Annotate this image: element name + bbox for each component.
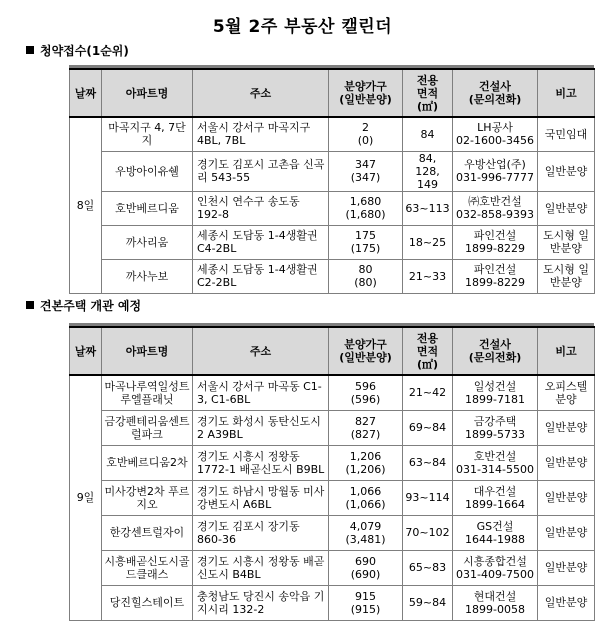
apartment-name-cell: 시흥배곧신도시골드클래스: [102, 550, 193, 585]
header-units: 분양가구 (일반분양): [329, 327, 403, 375]
apartment-name-cell: 까사리움: [102, 225, 193, 259]
builder-cell: 대우건설 1899-1664: [453, 480, 538, 515]
table-row: [70, 117, 595, 151]
header-builder: 건설사 (문의전화): [453, 327, 538, 375]
units-cell: 175 (175): [329, 225, 403, 259]
area-cell: 84: [403, 117, 453, 151]
units-cell: 596 (596): [329, 375, 403, 410]
units-cell: 827 (827): [329, 410, 403, 445]
units-cell: 1,680 (1,680): [329, 191, 403, 225]
apartment-name-cell: 당진힐스테이트: [102, 585, 193, 620]
note-cell: 도시형 일반분양: [538, 259, 595, 293]
units-cell: 915 (915): [329, 585, 403, 620]
note-cell: 일반분양: [538, 550, 595, 585]
address-cell: 경기도 화성시 동탄신도시2 A39BL: [193, 410, 329, 445]
table-row: [70, 259, 595, 293]
table-row: [70, 225, 595, 259]
area-cell: 63~113: [403, 191, 453, 225]
section-title-text: 견본주택 개관 예정: [40, 299, 142, 313]
area-cell: 84, 128, 149: [403, 151, 453, 191]
address-cell: 세종시 도담동 1-4생활권 C4-2BL: [193, 225, 329, 259]
note-cell: 일반분양: [538, 151, 595, 191]
units-cell: 80 (80): [329, 259, 403, 293]
section-title-model-house: [26, 297, 141, 314]
table-header-row: [70, 327, 595, 375]
header-area: 전용 면적 (㎡): [403, 69, 453, 117]
note-cell: 오피스텔 분양: [538, 375, 595, 410]
builder-cell: 호반건설 031-314-5500: [453, 445, 538, 480]
units-cell: 4,079 (3,481): [329, 515, 403, 550]
header-note: 비고: [538, 327, 595, 375]
apartment-name-cell: 우방아이유쉘: [102, 151, 193, 191]
address-cell: 경기도 김포시 고촌읍 신곡리 543-55: [193, 151, 329, 191]
note-cell: 일반분양: [538, 585, 595, 620]
header-address: 주소: [193, 327, 329, 375]
area-cell: 21~42: [403, 375, 453, 410]
header-units: 분양가구 (일반분양): [329, 69, 403, 117]
builder-cell: ㈜호반건설 032-858-9393: [453, 191, 538, 225]
table-row: [70, 191, 595, 225]
table-row: [70, 375, 595, 410]
builder-cell: LH공사 02-1600-3456: [453, 117, 538, 151]
date-cell: 9일: [70, 375, 102, 620]
address-cell: 인천시 연수구 송도동 192-8: [193, 191, 329, 225]
builder-cell: 금강주택 1899-5733: [453, 410, 538, 445]
table-row: [70, 410, 595, 445]
address-cell: 서울시 강서구 마곡지구 4BL, 7BL: [193, 117, 329, 151]
apartment-name-cell: 마곡나루역일성트루엘플래닛: [102, 375, 193, 410]
area-cell: 65~83: [403, 550, 453, 585]
apartment-name-cell: 마곡지구 4, 7단지: [102, 117, 193, 151]
area-cell: 69~84: [403, 410, 453, 445]
area-cell: 59~84: [403, 585, 453, 620]
apartment-name-cell: 미사강변2차 푸르지오: [102, 480, 193, 515]
area-cell: 70~102: [403, 515, 453, 550]
apartment-name-cell: 한강센트럴자이: [102, 515, 193, 550]
builder-cell: 시흥종합건설 031-409-7500: [453, 550, 538, 585]
units-cell: 1,066 (1,066): [329, 480, 403, 515]
note-cell: 일반분양: [538, 445, 595, 480]
area-cell: 63~84: [403, 445, 453, 480]
table-row: [70, 480, 595, 515]
table-row: [70, 585, 595, 620]
units-cell: 347 (347): [329, 151, 403, 191]
apartment-name-cell: 호반베르디움: [102, 191, 193, 225]
builder-cell: 현대건설 1899-0058: [453, 585, 538, 620]
header-apartment: 아파트명: [102, 69, 193, 117]
address-cell: 서울시 강서구 마곡동 C1-3, C1-6BL: [193, 375, 329, 410]
header-area: 전용 면적 (㎡): [403, 327, 453, 375]
apartment-name-cell: 금강펜테리움센트럴파크: [102, 410, 193, 445]
page-title: 5월 2주 부동산 캘린더: [212, 17, 393, 37]
header-builder: 건설사 (문의전화): [453, 69, 538, 117]
address-cell: 경기도 시흥시 정왕동 배곧신도시 B4BL: [193, 550, 329, 585]
builder-cell: 파인건설 1899-8229: [453, 259, 538, 293]
header-date: 날짜: [70, 69, 102, 117]
header-apartment: 아파트명: [102, 327, 193, 375]
apartment-name-cell: 호반베르디움2차: [102, 445, 193, 480]
note-cell: 일반분양: [538, 410, 595, 445]
header-date: 날짜: [70, 327, 102, 375]
section-title-subscription: [26, 42, 129, 59]
address-cell: 경기도 하남시 망월동 미사강변도시 A6BL: [193, 480, 329, 515]
section-title-text: 청약접수(1순위): [40, 44, 129, 58]
units-cell: 690 (690): [329, 550, 403, 585]
subscription-table: [69, 68, 595, 294]
units-cell: 1,206 (1,206): [329, 445, 403, 480]
builder-cell: 파인건설 1899-8229: [453, 225, 538, 259]
area-cell: 18~25: [403, 225, 453, 259]
table-row: [70, 151, 595, 191]
note-cell: 국민임대: [538, 117, 595, 151]
note-cell: 일반분양: [538, 515, 595, 550]
address-cell: 경기도 시흥시 정왕동 1772-1 배곧신도시 B9BL: [193, 445, 329, 480]
apartment-name-cell: 까사누보: [102, 259, 193, 293]
address-cell: 경기도 김포시 장기동 860-36: [193, 515, 329, 550]
square-bullet-icon: [26, 301, 34, 309]
date-cell: 8일: [70, 117, 102, 293]
builder-cell: 일성건설 1899-7181: [453, 375, 538, 410]
builder-cell: 우방산업(주) 031-996-7777: [453, 151, 538, 191]
square-bullet-icon: [26, 46, 34, 54]
note-cell: 도시형 일반분양: [538, 225, 595, 259]
header-address: 주소: [193, 69, 329, 117]
table-row: [70, 550, 595, 585]
address-cell: 충청남도 당진시 송악읍 기지시리 132-2: [193, 585, 329, 620]
model-house-table: [69, 326, 595, 621]
table-header-row: [70, 69, 595, 117]
note-cell: 일반분양: [538, 480, 595, 515]
units-cell: 2 (0): [329, 117, 403, 151]
table-row: [70, 515, 595, 550]
note-cell: 일반분양: [538, 191, 595, 225]
address-cell: 세종시 도담동 1-4생활권 C2-2BL: [193, 259, 329, 293]
table-row: [70, 445, 595, 480]
area-cell: 21~33: [403, 259, 453, 293]
builder-cell: GS건설 1644-1988: [453, 515, 538, 550]
area-cell: 93~114: [403, 480, 453, 515]
header-note: 비고: [538, 69, 595, 117]
